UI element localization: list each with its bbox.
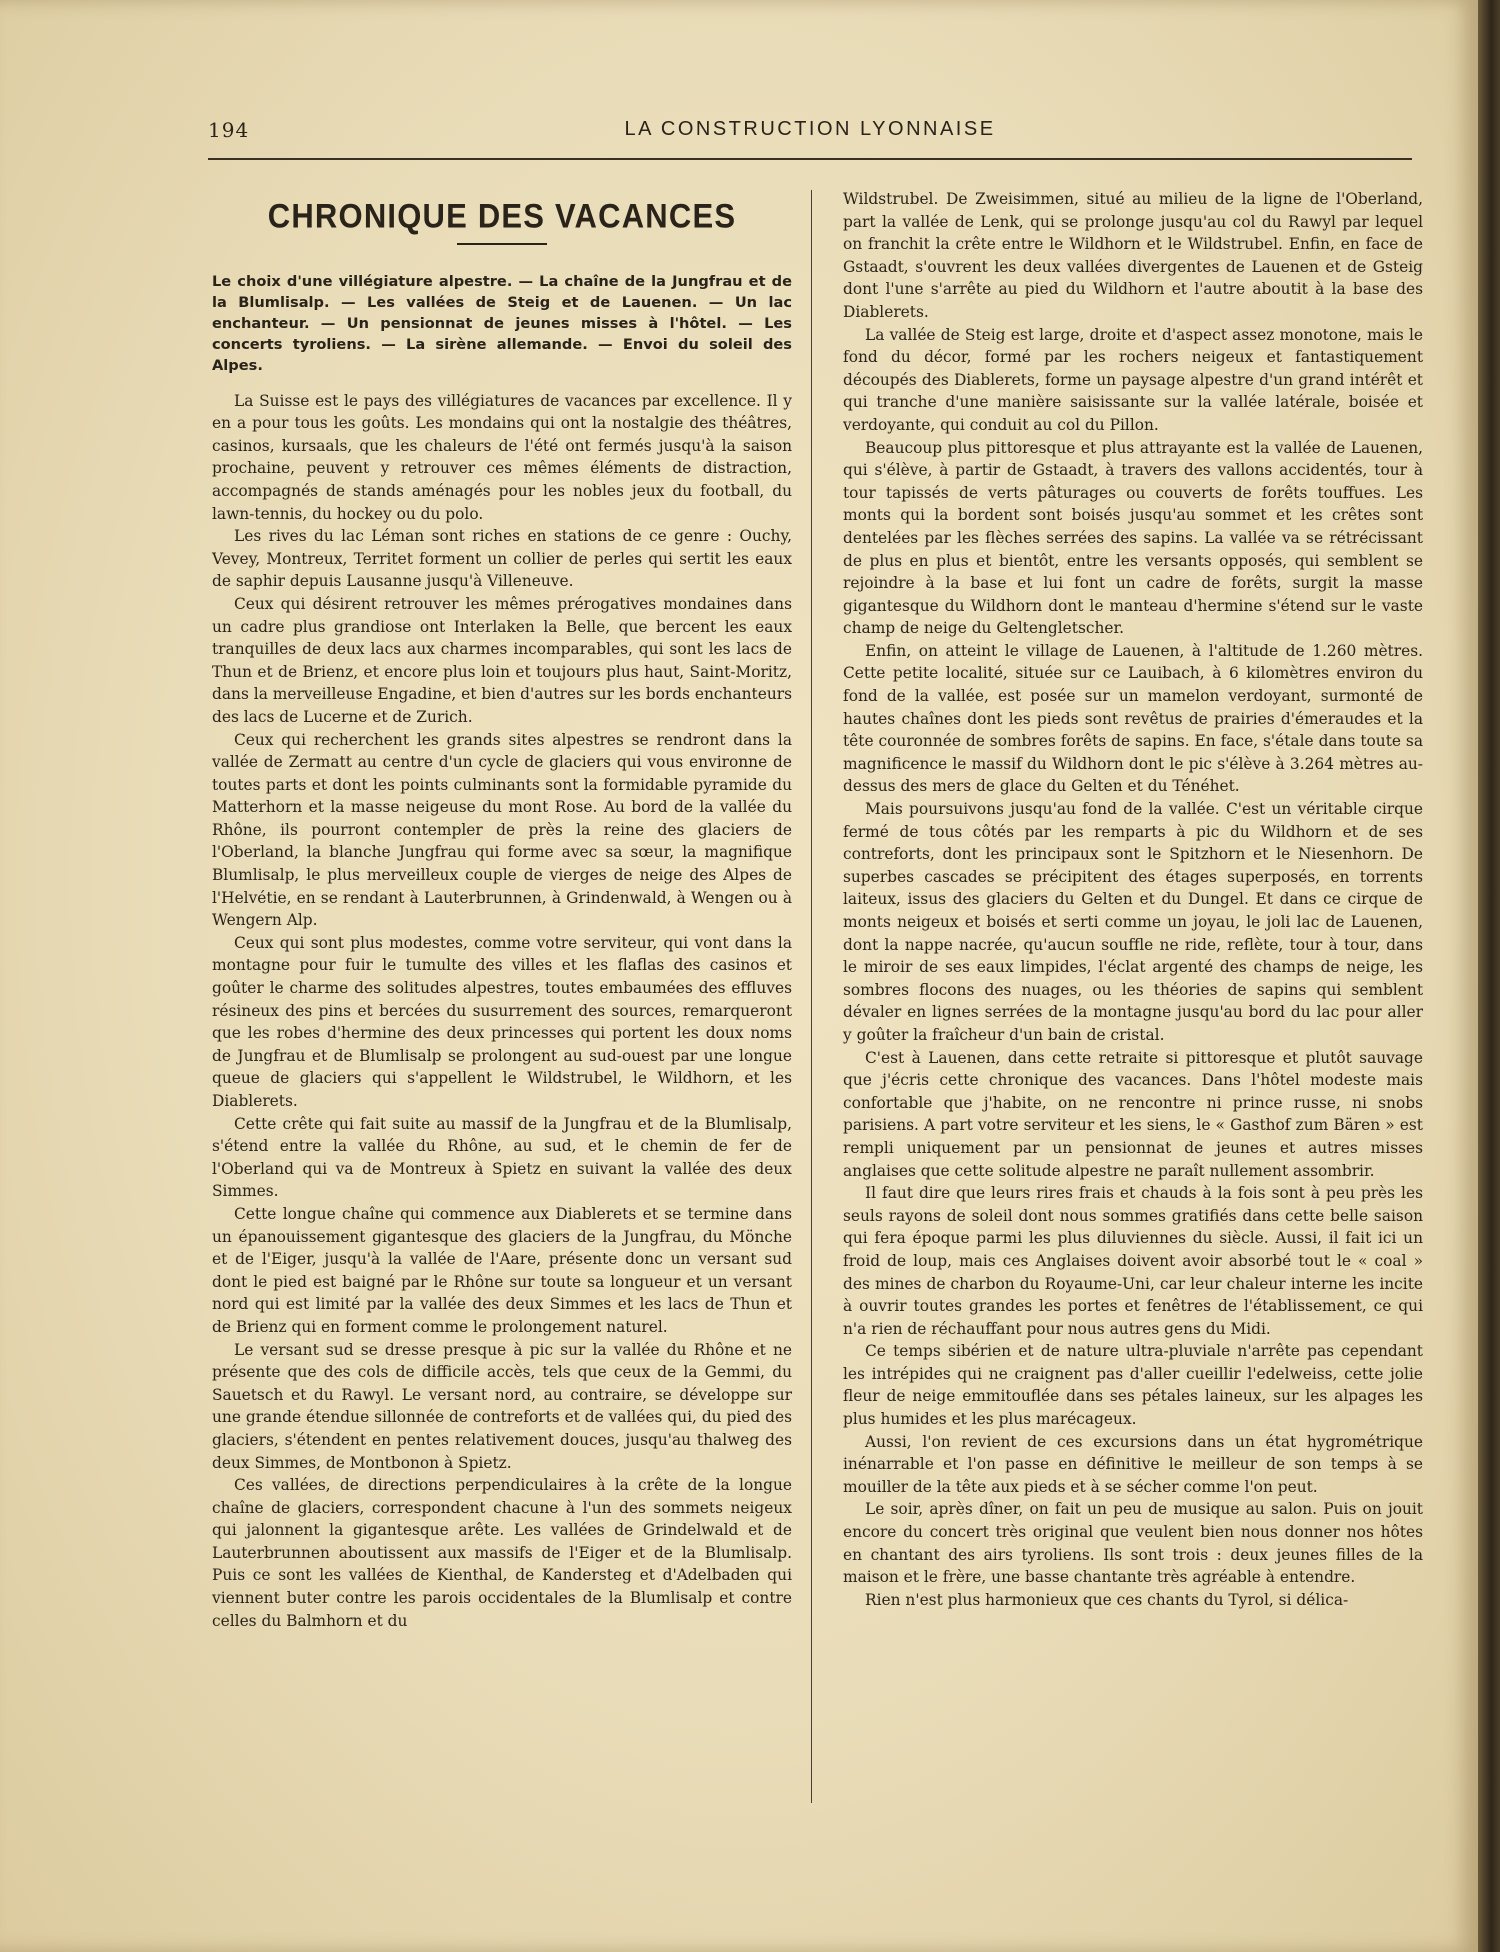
- paragraph: Beaucoup plus pittoresque et plus attrayante est la vallée de Lauenen, qui s'élève, à partir de Gstaadt, à travers des vallons accidentés, tour à tour tapissés de verts pâturages ou couverts de forêts touffues. Les monts qui la bordent sont boisés jusqu'au sommet et les crêtes sont dentelées par les flèches serrées des sapins. La vallée va se rétrécissant de plus en plus et bientôt, entre les versants opposés, qui semblent se rejoindre à la base et lui font un cadre de forêts, surgit la masse gigantesque du Wildhorn dont le manteau d'hermine s'étend sur le vaste champ de neige du Geltengletscher.: [843, 438, 1423, 638]
- paragraph: Le soir, après dîner, on fait un peu de musique au salon. Puis on jouit encore du concert très original que veulent bien nous donner nos hôtes en chantant des airs tyroliens. Ils sont trois : deux jeunes filles de la maison et le frère, une basse chantante très agréable à entendre.: [843, 1500, 1423, 1587]
- paragraph: Rien n'est plus harmonieux que ces chants du Tyrol, si délica-: [865, 1590, 1349, 1609]
- article-title: CHRONIQUE DES VACANCES: [267, 196, 737, 236]
- paragraph: Mais poursuivons jusqu'au fond de la vallée. C'est un véritable cirque fermé de tous côtés par les remparts à pic du Wildhorn et de ses contreforts, dont les principaux sont le Spitzhorn et le Niesenhorn. De superbes cascades se précipitent des étages superposés, en torrents laiteux, issus des glaciers du Gelten et du Dungel. Et dans ce cirque de monts neigeux et boisés et serti comme un joyau, le joli lac de Lauenen, dont la nappe nacrée, qu'aucun souffle ne ride, reflète, tour à tour, dans le miroir de ses eaux limpides, l'éclat argenté des champs de neige, les sombres flocons des nuages, ou les théories de sapins qui semblent dévaler en lignes serrées de la montagne jusqu'au bord du lac pour aller y goûter la fraîcheur d'un bain de cristal.: [843, 800, 1423, 1044]
- paragraph: La vallée de Steig est large, droite et d'aspect assez monotone, mais le fond du décor, formé par les rochers neigeux et fantastiquement découpés des Diablerets, forme un paysage alpestre d'un grand intérêt et qui tranche d'une manière saisissante sur la vallée latérale, boisée et verdoyante, qui conduit au col du Pillon.: [843, 325, 1423, 434]
- paragraph: Ce temps sibérien et de nature ultra-pluviale n'arrête pas cependant les intrépides qui ne craignent pas d'aller cueillir l'edelweiss, cette jolie fleur de neige emmitouflée dans ses pétales laineux, sur les alpages les plus humides et les plus marécageux.: [843, 1342, 1423, 1429]
- paragraph: Cette crête qui fait suite au massif de la Jungfrau et de la Blumlisalp, s'étend entre la vallée du Rhône, au sud, et le chemin de fer de l'Oberland qui va de Montreux à Spietz en suivant la vallée des deux Simmes.: [212, 1114, 792, 1201]
- header-rule: [208, 158, 1412, 160]
- title-rule: [457, 243, 547, 245]
- column-rule: [811, 190, 812, 1803]
- paragraph: Cette longue chaîne qui commence aux Diablerets et se termine dans un épanouissement gigantesque des glaciers de la Jungfrau, du Mönche et de l'Eiger, jusqu'à la vallée de l'Aare, présente donc un versant sud dont le pied est baigné par le Rhône sur toute sa longueur et un versant nord qui est limité par la vallée des deux Simmes et les lacs de Thun et de Brienz qui en forment comme le prolongement naturel.: [212, 1204, 792, 1336]
- paragraph: Enfin, on atteint le village de Lauenen, à l'altitude de 1.260 mètres. Cette petite localité, située sur ce Lauibach, à 6 kilomètres environ du fond de la vallée, est posée sur un mamelon verdoyant, surmonté de hautes chaînes dont les pieds sont revêtus de prairies d'émeraudes et la tête couronnée de sombres forêts de sapins. En face, s'étale dans toute sa magnificence le massif du Wildhorn dont le pic s'élève à 3.264 mètres au-dessus des mers de glace du Gelten et du Ténéhet.: [843, 641, 1423, 796]
- paragraph: Les rives du lac Léman sont riches en stations de ce genre : Ouchy, Vevey, Montreux, Territet forment un collier de perles qui sertit les eaux de saphir depuis Lausanne jusqu'à Villeneuve.: [212, 527, 792, 591]
- paragraph: Aussi, l'on revient de ces excursions dans un état hygrométrique inénarrable et l'on passe en définitive le meilleur de son temps à se mouiller de la tête aux pieds et à se sécher comme l'on peut.: [843, 1432, 1423, 1496]
- paragraph: La Suisse est le pays des villégiatures de vacances par excellence. Il y en a pour tous les goûts. Les mondains qui ont la nostalgie des théâtres, casinos, kursaals, que les chaleurs de l'été ont fermés jusqu'à la saison prochaine, peuvent y retrouver ces mêmes éléments de distraction, accompagnés de stands aménagés pour les nobles jeux du football, du lawn-tennis, du hockey ou du polo.: [212, 391, 792, 523]
- paragraph: Il faut dire que leurs rires frais et chauds à la fois sont à peu près les seuls rayons de soleil dont nous sommes gratifiés dans cette belle saison qui fera époque parmi les plus diluviennes du siècle. Aussi, il fait ici un froid de loup, mais ces Anglaises doivent avoir absorbé tout le « coal » des mines de charbon du Royaume-Uni, car leur chaleur interne les incite à ouvrir toutes grandes les portes et fenêtres de l'établissement, ce qui n'a rien de réchauffant pour nous autres gens du Midi.: [843, 1184, 1423, 1338]
- right-column: [843, 188, 1423, 1611]
- paragraph: Le versant sud se dresse presque à pic sur la vallée du Rhône et ne présente que des cols de difficile accès, tels que ceux de la Gemmi, du Sauetsch et du Rawyl. Le versant nord, au contraire, se développe sur une grande étendue sillonnée de contreforts et de vallées qui, du pied des glaciers, s'étendent en pentes relativement douces, jusqu'au thalweg des deux Simmes, de Montbonon à Spietz.: [212, 1340, 792, 1472]
- left-column: [212, 188, 792, 1632]
- journal-title: LA CONSTRUCTION LYONNAISE: [624, 118, 996, 140]
- paragraph: Ces vallées, de directions perpendiculaires à la crête de la longue chaîne de glaciers, correspondent chacune à l'un des sommets neigeux qui jalonnent la gigantesque arête. Les vallées de Grindelwald et de Lauterbrunnen aboutissent aux massifs de l'Eiger et de la Blumlisalp. Puis ce sont les vallées de Kienthal, de Kandersteg et d'Adelbaden qui viennent buter contre les parois occidentales de la Blumlisalp et contre celles du Balmhorn et du: [212, 1476, 792, 1630]
- paragraph: Ceux qui recherchent les grands sites alpestres se rendront dans la vallée de Zermatt au centre d'un cycle de glaciers qui vous environne de toutes parts et dont les points culminants sont la formidable pyramide du Matterhorn et la masse neigeuse du mont Rose. Au bord de la vallée du Rhône, ils pourront contempler de près la reine des glaciers de l'Oberland, la blanche Jungfrau qui forme avec sa sœur, la magnifique Blumlisalp, le plus merveilleux couple de vierges de neige des Alpes de l'Helvétie, en se rendant à Lauterbrunnen, à Grindenwald, à Wengen ou à Wengern Alp.: [212, 730, 792, 930]
- book-binding-edge: [1478, 0, 1500, 1952]
- paragraph: C'est à Lauenen, dans cette retraite si pittoresque et plutôt sauvage que j'écris cette chronique des vacances. Dans l'hôtel modeste mais confortable que j'habite, on ne rencontre ni prince russe, ni snobs parisiens. A part votre serviteur et les siens, le « Gasthof zum Bären » est rempli uniquement par un pensionnat de jeunes et autres misses anglaises que cette solitude alpestre ne paraît nullement assombrir.: [843, 1048, 1423, 1180]
- paragraph: Wildstrubel. De Zweisimmen, situé au milieu de la ligne de l'Oberland, part la vallée de Lenk, qui se prolonge jusqu'au col du Rawyl par lequel on franchit la crête entre le Wildhorn et le Wildstrubel. Enfin, en face de Gstaadt, s'ouvrent les deux vallées divergentes de Lauenen et de Gsteig dont l'une s'arrête au pied du Wildhorn et l'autre aboutit à la base des Diablerets.: [843, 190, 1423, 321]
- page-number: 194: [208, 118, 250, 142]
- running-head: [208, 116, 1412, 150]
- article-summary: Le choix d'une villégiature alpestre. — La chaîne de la Jungfrau et de la Blumlisalp. — Les vallées de Steig et de Lauenen. — Un lac enchanteur. — Un pensionnat de jeunes misses à l'hôtel. — Les concerts tyroliens. — La sirène allemande. — Envoi du soleil des Alpes.: [212, 272, 792, 374]
- paragraph: Ceux qui désirent retrouver les mêmes prérogatives mondaines dans un cadre plus grandiose ont Interlaken la Belle, que bercent les eaux tranquilles de deux lacs aux charmes incomparables, qui sont les lacs de Thun et de Brienz, et encore plus loin et toujours plus haut, Saint-Moritz, dans la merveilleuse Engadine, et bien d'autres sur les bords enchanteurs des lacs de Lucerne et de Zurich.: [212, 594, 792, 726]
- paragraph: Ceux qui sont plus modestes, comme votre serviteur, qui vont dans la montagne pour fuir le tumulte des villes et les flaflas des casinos et goûter le charme des solitudes alpestres, toutes embaumées des effluves résineux des pins et bercées du susurrement des sources, remarqueront que les robes d'hermine des deux princesses qui portent les doux noms de Jungfrau et de Blumlisalp se prolongent au sud-ouest par une longue queue de glaciers qui s'appellent le Wildstrubel, le Wildhorn, et les Diablerets.: [212, 933, 792, 1110]
